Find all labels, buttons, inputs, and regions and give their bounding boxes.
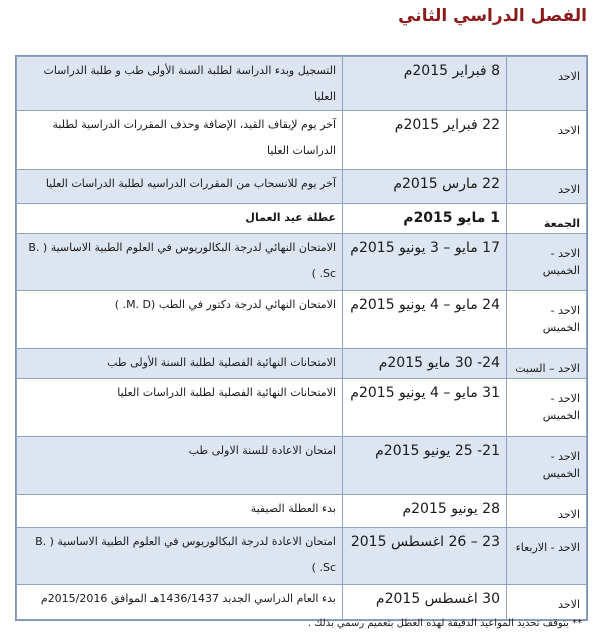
date-cell: 1 مايو 2015م [343,204,507,234]
table-row [17,291,587,349]
event-cell: التسجيل وبدء الدراسة لطلبة السنة الأولى طب و طلبة الدراسات العليا [17,57,343,111]
table-row [17,495,587,528]
date-cell: 23 – 26 اغسطس 2015 [343,528,507,585]
day-cell: الجمعة [507,204,587,234]
table-row [17,379,587,437]
table-row [17,234,587,291]
table-row [17,170,587,204]
date-cell: 24 مايو – 4 يونيو 2015م [343,291,507,349]
event-cell: بدء العام الدراسي الجديد 1436/1437هـ الموافق 2015/2016م [17,585,343,620]
table-row [17,57,587,111]
day-cell: الاحد - الخميس [507,379,587,437]
day-cell: الاحد - الخميس [507,291,587,349]
date-cell: 8 فبراير 2015م [343,57,507,111]
event-cell: الامتحان النهائي لدرجة البكالوريوس في العلوم الطبية الاساسية ( B. Sc. ) [17,234,343,291]
day-cell: الاحد - الاربعاء [507,528,587,585]
event-cell: الامتحانات النهائية الفصلية لطلبة السنة الأولى طب [17,349,343,379]
table-row [17,111,587,170]
table-row [17,204,587,234]
date-cell: 30 اغسطس 2015م [343,585,507,620]
date-cell: 21- 25 يونيو 2015م [343,437,507,495]
event-cell: عطلة عيد العمال [17,204,343,234]
day-cell: الاحد - الخميس [507,234,587,291]
event-cell: الامتحان النهائي لدرجة دكتور في الطب (M. D. ) [17,291,343,349]
schedule-table [16,56,587,620]
date-cell: 31 مايو – 4 يونيو 2015م [343,379,507,437]
day-cell: الاحد [507,495,587,528]
day-cell: الاحد [507,111,587,170]
table-row [17,349,587,379]
event-cell: بدء العطلة الصيفية [17,495,343,528]
event-cell: آخر يوم لإيقاف القيد، الإضافة وحذف المقررات الدراسية لطلبة الدراسات العليا [17,111,343,170]
day-cell: الاحد – السبت [507,349,587,379]
event-cell: الامتحانات النهائية الفصلية لطلبة الدراسات العليا [17,379,343,437]
day-cell: الاحد [507,57,587,111]
page-title: الفصل الدراسي الثاني [398,6,587,26]
event-cell: امتحان الاعادة لدرجة البكالوريوس في العلوم الطبية الاساسية ( B. Sc. ) [17,528,343,585]
schedule-table-container [15,55,588,621]
date-cell: 22 فبراير 2015م [343,111,507,170]
table-row [17,437,587,495]
date-cell: 24- 30 مايو 2015م [343,349,507,379]
day-cell: الاحد - الخميس [507,437,587,495]
event-cell: امتحان الاعادة للسنة الاولى طب [17,437,343,495]
event-cell: آخر يوم للانسحاب من المقررات الدراسيه لطلبة الدراسات العليا [17,170,343,204]
table-row [17,528,587,585]
footnote: ** يتوقف تحديد المواعيد الدقيقة لهذه العطل بتعميم رسمي بذلك . [307,618,582,629]
day-cell: الاحد [507,585,587,620]
date-cell: 17 مايو – 3 يونيو 2015م [343,234,507,291]
table-row [17,585,587,620]
date-cell: 28 يونيو 2015م [343,495,507,528]
date-cell: 22 مارس 2015م [343,170,507,204]
day-cell: الاحد [507,170,587,204]
